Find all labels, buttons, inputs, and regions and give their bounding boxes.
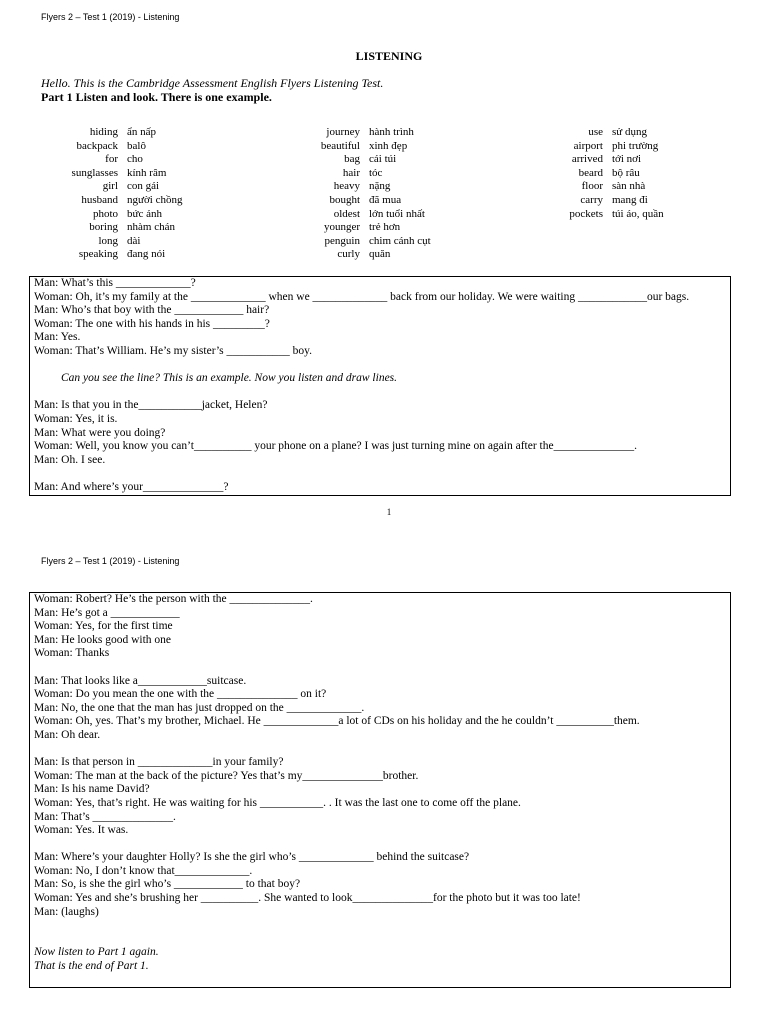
vocab-row — [542, 153, 664, 167]
instruction-line: Now listen to Part 1 again. — [34, 946, 159, 959]
page-header: Flyers 2 – Test 1 (2019) - Listening — [41, 556, 180, 566]
dialogue-line: Woman: Yes, that’s right. He was waiting for his ___________. . It was the last one to come off the plane. — [34, 796, 521, 809]
dialogue-line: Man: He looks good with one — [34, 633, 172, 646]
vocab-english: beard — [578, 166, 603, 179]
vocab-row — [40, 140, 182, 154]
vocab-english: backpack — [76, 139, 118, 152]
vocab-english: bought — [329, 193, 360, 206]
vocab-vietnamese: bức ảnh — [127, 207, 162, 220]
vocab-row — [282, 208, 431, 222]
vocab-vietnamese: tới nơi — [612, 153, 642, 166]
dialogue-line: Man: Who’s that boy with the ____________ hair? — [34, 304, 270, 317]
dialogue-line: Man: No, the one that the man has just dropped on the _____________. — [34, 701, 365, 714]
vocab-english: bag — [344, 153, 360, 166]
vocab-vietnamese: nhàm chán — [127, 221, 175, 234]
dialogue-line: Man: He’s got a ____________ — [34, 606, 180, 619]
vocab-vietnamese: quăn — [369, 248, 391, 261]
vocab-english: airport — [573, 139, 603, 152]
vocab-english: beautiful — [320, 139, 360, 152]
vocab-vietnamese: mang đi — [612, 193, 648, 206]
vocab-english: journey — [326, 126, 360, 138]
vocab-vietnamese: cái túi — [369, 153, 397, 166]
instruction-line: That is the end of Part 1. — [34, 960, 149, 973]
vocab-english: use — [588, 126, 603, 138]
dialogue-line: Man: Oh dear. — [34, 728, 101, 741]
vocab-english: floor — [581, 180, 603, 193]
vocab-english: for — [105, 153, 118, 166]
vocab-vietnamese: đang nói — [127, 248, 166, 261]
vocab-vietnamese: sử dụng — [612, 126, 647, 138]
vocab-row — [282, 235, 431, 249]
dialogue-line: Man: (laughs) — [34, 905, 99, 918]
vocab-row — [40, 126, 182, 140]
dialogue-line: Woman: Yes, for the first time — [34, 620, 173, 633]
dialogue-line: Woman: Robert? He’s the person with the ______________. — [34, 593, 313, 605]
vocab-vietnamese: tóc — [369, 166, 383, 179]
vocab-row — [40, 153, 182, 167]
vocab-english: boring — [89, 221, 118, 234]
blank-line — [34, 743, 726, 757]
vocab-row — [282, 153, 431, 167]
vocab-row — [282, 221, 431, 235]
page-number: 1 — [386, 507, 392, 517]
vocab-row — [282, 194, 431, 208]
vocab-column-1 — [40, 126, 182, 262]
vocab-english: younger — [323, 221, 360, 234]
dialogue-line: Woman: Oh, it’s my family at the _____________ when we _____________ back from our holiday. We were waiting ____________our bags. — [34, 290, 690, 303]
vocab-english: speaking — [78, 248, 118, 261]
blank-line — [34, 838, 726, 852]
vocab-row — [40, 167, 182, 181]
vocab-row — [40, 221, 182, 235]
vocab-column-3 — [542, 126, 664, 221]
blank-line — [34, 919, 726, 933]
dialogue-line: Man: Is that person in _____________in your family? — [34, 756, 284, 769]
dialogue-line: Man: So, is she the girl who’s ____________ to that boy? — [34, 878, 301, 891]
vocab-vietnamese: balô — [127, 139, 146, 152]
vocab-vietnamese: bộ râu — [612, 166, 640, 179]
vocab-row — [40, 194, 182, 208]
dialogue-line: Woman: That’s William. He’s my sister’s ___________ boy. — [34, 344, 313, 357]
vocab-row — [542, 194, 664, 208]
dialogue-line: Woman: Do you mean the one with the ______________ on it? — [34, 688, 327, 701]
dialogue-line: Man: Oh. I see. — [34, 453, 106, 466]
vocab-english: hair — [342, 166, 360, 179]
vocab-vietnamese: con gái — [127, 180, 160, 193]
part-instruction: Part 1 Listen and look. There is one example. — [41, 90, 272, 104]
vocab-row — [542, 140, 664, 154]
dialogue-line: Woman: Oh, yes. That’s my brother, Michael. He _____________a lot of CDs on his holiday and the he couldn’t __________them. — [34, 715, 640, 728]
intro — [41, 76, 383, 104]
dialogue-line: Man: Is his name David? — [34, 783, 150, 796]
vocab-vietnamese: người chồng — [127, 193, 183, 206]
vocab-vietnamese: nặng — [369, 180, 391, 193]
vocab-english: photo — [92, 207, 118, 220]
vocab-english: long — [98, 234, 118, 247]
vocab-row — [40, 248, 182, 262]
vocab-row — [282, 126, 431, 140]
dialogue-line: Man: Yes. — [34, 331, 81, 344]
intro-line: Hello. This is the Cambridge Assessment English Flyers Listening Test. — [41, 76, 384, 90]
vocab-row — [40, 208, 182, 222]
page-header: Flyers 2 – Test 1 (2019) - Listening — [41, 12, 180, 22]
script-box-1 — [29, 276, 731, 496]
blank-line — [34, 386, 726, 400]
vocab-english: carry — [580, 193, 603, 206]
blank-line — [34, 933, 726, 947]
vocab-english: oldest — [333, 207, 360, 220]
vocab-english: curly — [337, 248, 360, 261]
dialogue-line: Man: And where’s your______________? — [34, 480, 229, 493]
vocab-row — [542, 126, 664, 140]
vocab-row — [542, 167, 664, 181]
dialogue-line: Man: Where’s your daughter Holly? Is she the girl who’s _____________ behind the suitcase? — [34, 851, 470, 864]
vocab-row — [542, 208, 664, 222]
vocab-row — [282, 248, 431, 262]
vocab-english: heavy — [333, 180, 360, 193]
script-box-2 — [29, 592, 731, 988]
dialogue-line: Woman: Well, you know you can’t__________ your phone on a plane? I was just turning mine on again after the______________. — [34, 440, 637, 453]
vocab-column-2 — [282, 126, 431, 262]
dialogue-line: Man: What’s this _____________? — [34, 277, 196, 289]
dialogue-line: Man: Is that you in the___________jacket, Helen? — [34, 399, 268, 412]
dialogue-line: Woman: The one with his hands in his _________? — [34, 317, 270, 330]
vocab-vietnamese: xinh đẹp — [369, 139, 408, 152]
vocab-english: girl — [102, 180, 118, 193]
vocab-vietnamese: túi áo, quần — [612, 207, 664, 220]
vocab-vietnamese: chim cánh cụt — [369, 234, 431, 247]
vocab-english: pockets — [569, 207, 603, 220]
vocab-english: husband — [81, 193, 118, 206]
dialogue-line: Man: What were you doing? — [34, 426, 166, 439]
vocab-row — [40, 180, 182, 194]
vocab-vietnamese: lớn tuổi nhất — [369, 207, 425, 220]
page-title: LISTENING — [355, 49, 423, 63]
blank-line — [34, 467, 726, 481]
vocab-row — [40, 235, 182, 249]
vocab-english: sunglasses — [71, 166, 118, 179]
vocab-vietnamese: cho — [127, 153, 143, 166]
vocab-vietnamese: sàn nhà — [612, 180, 646, 193]
blank-line — [34, 359, 726, 373]
dialogue-line: Woman: Yes and she’s brushing her __________. She wanted to look______________for the photo but it was too late! — [34, 892, 581, 905]
instruction-line: Can you see the line? This is an example. Now you listen and draw lines. — [61, 372, 398, 385]
vocab-row — [282, 180, 431, 194]
vocab-row — [282, 140, 431, 154]
vocab-vietnamese: kính râm — [127, 166, 167, 179]
dialogue-line: Woman: Yes, it is. — [34, 412, 118, 425]
vocab-vietnamese: ẩn nấp — [127, 126, 157, 138]
dialogue-line: Woman: No, I don’t know that_____________. — [34, 864, 253, 877]
vocab-row — [282, 167, 431, 181]
vocab-english: arrived — [571, 153, 603, 166]
vocab-row — [542, 180, 664, 194]
vocab-vietnamese: hành trình — [369, 126, 414, 138]
vocab-vietnamese: phi trường — [612, 139, 659, 152]
vocab-english: hiding — [89, 126, 118, 138]
vocab-english: penguin — [324, 234, 360, 247]
vocab-vietnamese: đã mua — [369, 193, 402, 206]
dialogue-line: Man: That looks like a____________suitcase. — [34, 674, 247, 687]
vocab-vietnamese: dài — [127, 234, 141, 247]
dialogue-line: Woman: Yes. It was. — [34, 824, 129, 837]
dialogue-line: Man: That’s ______________. — [34, 810, 176, 823]
blank-line — [34, 661, 726, 675]
dialogue-line: Woman: The man at the back of the picture? Yes that’s my______________brother. — [34, 769, 419, 782]
dialogue-line: Woman: Thanks — [34, 647, 110, 660]
vocab-vietnamese: trẻ hơn — [369, 221, 401, 234]
